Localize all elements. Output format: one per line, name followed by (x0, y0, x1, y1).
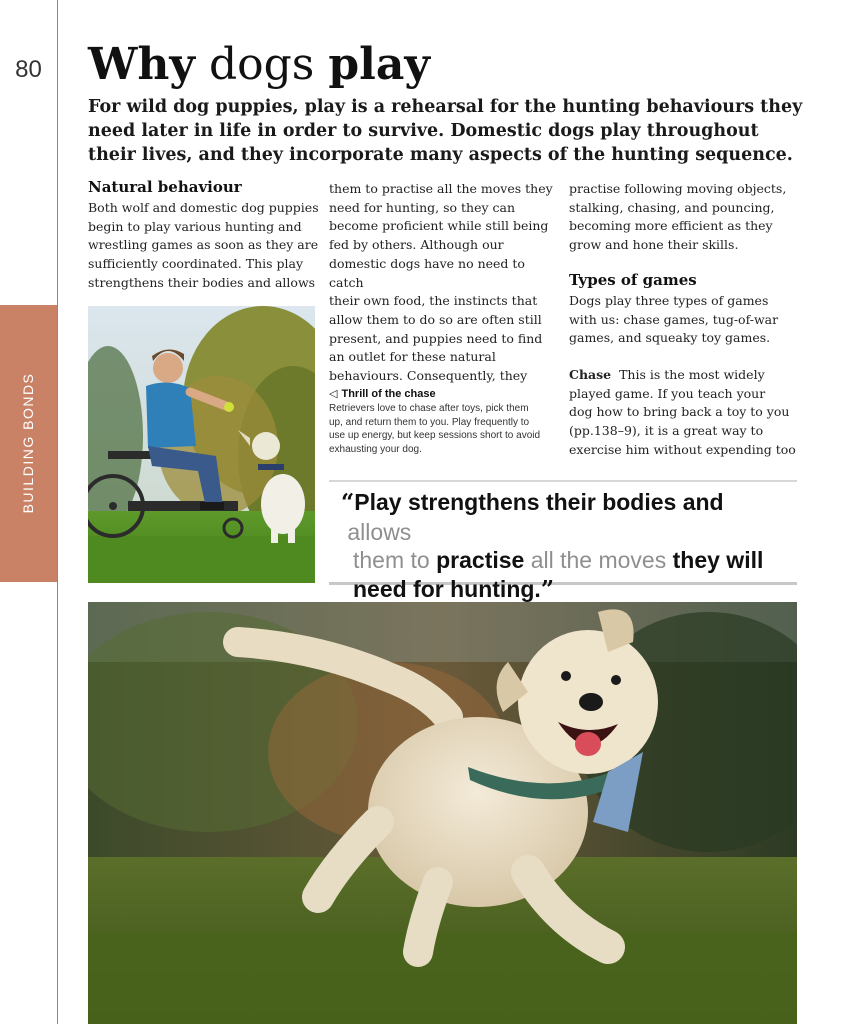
quote-line (341, 575, 793, 605)
quote-span: need for hunting. (353, 575, 541, 602)
page-title (88, 36, 430, 94)
caption-line: exhausting your dog. (329, 443, 422, 455)
text-span: This is the most widely (611, 367, 765, 382)
text-line: begin to play various hunting and (88, 218, 302, 234)
body-column-1 (88, 199, 320, 293)
quote-span: all the moves (524, 547, 673, 573)
text-line: their own food, the instincts that (329, 293, 538, 309)
text-line: sufficiently coordinated. This play (88, 256, 304, 272)
pull-quote-text (341, 488, 793, 604)
photo-boy-wheelchair-dog (88, 306, 315, 583)
close-quote-mark: ” (540, 575, 555, 603)
text-line: grow and hone their skills. (569, 237, 739, 253)
left-arrow-icon: ◁ (329, 388, 338, 400)
photo-running-doodle-dog-art (88, 602, 797, 1024)
caption-line: use up energy, but keep sessions short to avoid (329, 430, 541, 441)
chase-paragraph (569, 366, 801, 460)
quote-line (341, 488, 793, 546)
body-column-3 (569, 180, 801, 255)
pull-quote (329, 480, 797, 603)
page-number: 80 (15, 56, 42, 83)
text-line: present, and puppies need to find (329, 330, 543, 346)
text-line (569, 366, 801, 385)
chase-runin-heading: Chase (569, 367, 612, 382)
title-word-play: play (328, 39, 430, 90)
text-line: Dogs play three types of games (569, 293, 769, 308)
text-line: stalking, chasing, and pouncing, (569, 199, 775, 215)
quote-span: allows (341, 518, 412, 545)
text-line: games, and squeaky toy games. (569, 330, 771, 346)
intro-paragraph: For wild dog puppies, play is a rehearsal for the hunting behaviours they need later in life in order to survive. Domestic dogs play throughout their lives, and they incorporate many aspects of the hunting sequence. (88, 97, 803, 165)
section-label: BUILDING BONDS (20, 372, 36, 514)
text-line: allow them to do so are often still (329, 311, 542, 327)
text-line: fed by others. Although our (329, 237, 504, 253)
text-line: with us: chase games, tug-of-war (569, 311, 779, 327)
text-line: behaviours. Consequently, they (329, 368, 528, 384)
text-line: played game. If you teach your (569, 385, 766, 401)
caption-line: Retrievers love to chase after toys, pick them (329, 403, 529, 414)
natural-behaviour-heading: Natural behaviour (88, 178, 242, 196)
text-line: domestic dogs have no need to catch (329, 255, 525, 290)
text-line: wrestling games as soon as they are (88, 237, 319, 253)
types-of-games-heading: Types of games (569, 271, 697, 289)
text-line: becoming more efficient as they (569, 218, 773, 234)
caption-title-text: Thrill of the chase (341, 388, 436, 400)
body-column-2 (329, 180, 556, 386)
text-line: dog how to bring back a toy to you (569, 404, 790, 420)
quote-span: them to (353, 547, 437, 573)
text-line: strengthens their bodies and allows (88, 274, 316, 290)
caption-body (329, 402, 551, 456)
title-word-dogs: dogs (194, 39, 329, 90)
text-line: an outlet for these natural (329, 349, 496, 365)
text-line: them to practise all the moves they (329, 181, 553, 196)
title-word-why: Why (88, 39, 195, 90)
caption-line: up, and return them to you. Play frequently to (329, 416, 530, 428)
text-line: Both wolf and domestic dog puppies (88, 200, 319, 215)
quote-span: Play strengthens their bodies and (354, 489, 724, 515)
photo-boy-wheelchair-dog-art (88, 306, 315, 583)
text-line: become proficient while still being (329, 218, 549, 234)
text-line: exercise him without expending too (569, 441, 796, 457)
quote-span: they will (672, 547, 764, 573)
text-line: (pp.138–9), it is a great way to (569, 423, 764, 439)
text-line: practise following moving objects, (569, 181, 787, 196)
text-line: need for hunting, so they can (329, 199, 516, 215)
quote-span: practise (436, 547, 525, 573)
quote-line (341, 546, 793, 575)
open-quote-mark: “ (341, 489, 355, 516)
photo-running-doodle-dog (88, 602, 797, 1024)
caption-title (329, 387, 436, 400)
types-paragraph (569, 292, 801, 348)
